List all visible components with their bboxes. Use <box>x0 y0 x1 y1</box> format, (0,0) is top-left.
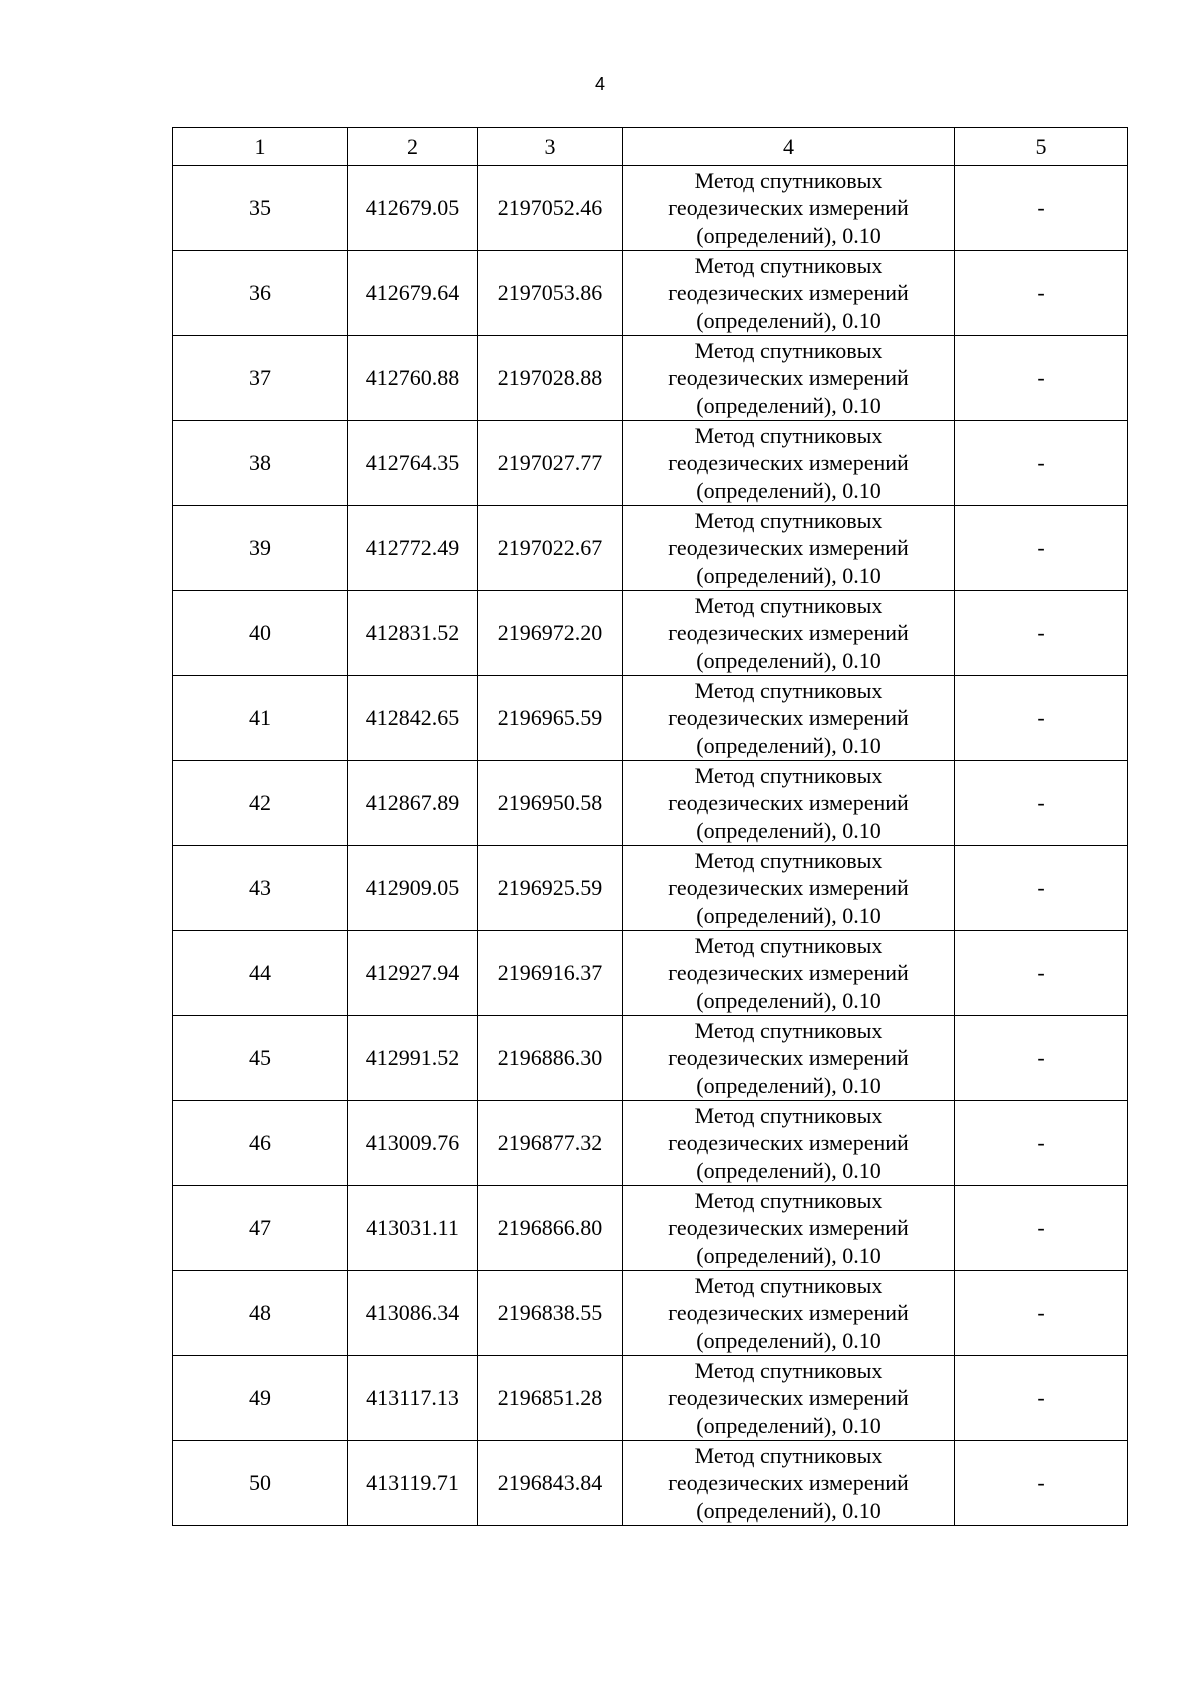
method-line: Метод спутниковых <box>694 1102 883 1128</box>
point-number-cell: 45 <box>173 1016 348 1101</box>
point-number-cell: 37 <box>173 336 348 421</box>
method-line: геодезических измерений <box>668 960 909 986</box>
header-cell-5: 5 <box>955 128 1128 166</box>
point-number-cell: 48 <box>173 1271 348 1356</box>
method-cell <box>623 1271 955 1356</box>
method-line: (определений), 0.10 <box>696 392 881 418</box>
point-number-cell: 38 <box>173 421 348 506</box>
method-line: Метод спутниковых <box>694 1187 883 1213</box>
method-line: Метод спутниковых <box>694 1017 883 1043</box>
method-cell <box>623 251 955 336</box>
x-coordinate-cell: 412679.05 <box>348 166 478 251</box>
y-coordinate-cell: 2196866.80 <box>478 1186 623 1271</box>
method-line: Метод спутниковых <box>694 592 883 618</box>
method-line: геодезических измерений <box>668 620 909 646</box>
method-line: (определений), 0.10 <box>696 987 881 1013</box>
x-coordinate-cell: 412772.49 <box>348 506 478 591</box>
note-cell: - <box>955 1186 1128 1271</box>
method-cell <box>623 591 955 676</box>
table-header-row <box>173 128 1128 166</box>
method-cell <box>623 1441 955 1526</box>
header-cell-4: 4 <box>623 128 955 166</box>
method-line: Метод спутниковых <box>694 252 883 278</box>
note-cell: - <box>955 1271 1128 1356</box>
y-coordinate-cell: 2196877.32 <box>478 1101 623 1186</box>
table-row <box>173 336 1128 421</box>
method-cell <box>623 761 955 846</box>
method-line: геодезических измерений <box>668 875 909 901</box>
method-line: геодезических измерений <box>668 790 909 816</box>
x-coordinate-cell: 412927.94 <box>348 931 478 1016</box>
point-number-cell: 35 <box>173 166 348 251</box>
coordinates-table <box>172 127 1128 1526</box>
header-cell-3: 3 <box>478 128 623 166</box>
method-cell <box>623 421 955 506</box>
y-coordinate-cell: 2196916.37 <box>478 931 623 1016</box>
table-row <box>173 1101 1128 1186</box>
method-line: (определений), 0.10 <box>696 902 881 928</box>
x-coordinate-cell: 412679.64 <box>348 251 478 336</box>
x-coordinate-cell: 413119.71 <box>348 1441 478 1526</box>
point-number-cell: 42 <box>173 761 348 846</box>
note-cell: - <box>955 251 1128 336</box>
table-row <box>173 1441 1128 1526</box>
y-coordinate-cell: 2196838.55 <box>478 1271 623 1356</box>
method-line: геодезических измерений <box>668 1130 909 1156</box>
note-cell: - <box>955 166 1128 251</box>
method-line: геодезических измерений <box>668 1215 909 1241</box>
table-row <box>173 166 1128 251</box>
method-line: Метод спутниковых <box>694 422 883 448</box>
note-cell: - <box>955 1016 1128 1101</box>
note-cell: - <box>955 421 1128 506</box>
y-coordinate-cell: 2196886.30 <box>478 1016 623 1101</box>
method-line: Метод спутниковых <box>694 677 883 703</box>
x-coordinate-cell: 412764.35 <box>348 421 478 506</box>
method-line: (определений), 0.10 <box>696 1497 881 1523</box>
y-coordinate-cell: 2196925.59 <box>478 846 623 931</box>
method-cell <box>623 1101 955 1186</box>
x-coordinate-cell: 412867.89 <box>348 761 478 846</box>
method-line: (определений), 0.10 <box>696 1412 881 1438</box>
table-row <box>173 931 1128 1016</box>
table-row <box>173 421 1128 506</box>
method-line: (определений), 0.10 <box>696 222 881 248</box>
method-line: геодезических измерений <box>668 1470 909 1496</box>
note-cell: - <box>955 1356 1128 1441</box>
x-coordinate-cell: 412909.05 <box>348 846 478 931</box>
method-cell <box>623 166 955 251</box>
method-line: Метод спутниковых <box>694 167 883 193</box>
method-line: геодезических измерений <box>668 365 909 391</box>
x-coordinate-cell: 413031.11 <box>348 1186 478 1271</box>
header-cell-1: 1 <box>173 128 348 166</box>
page-number: 4 <box>594 74 605 94</box>
x-coordinate-cell: 413086.34 <box>348 1271 478 1356</box>
method-cell <box>623 1186 955 1271</box>
table-row <box>173 1356 1128 1441</box>
method-line: геодезических измерений <box>668 450 909 476</box>
method-cell <box>623 1356 955 1441</box>
note-cell: - <box>955 1441 1128 1526</box>
x-coordinate-cell: 412831.52 <box>348 591 478 676</box>
method-cell <box>623 336 955 421</box>
method-line: (определений), 0.10 <box>696 307 881 333</box>
method-line: (определений), 0.10 <box>696 647 881 673</box>
y-coordinate-cell: 2196843.84 <box>478 1441 623 1526</box>
method-line: (определений), 0.10 <box>696 817 881 843</box>
method-line: геодезических измерений <box>668 1385 909 1411</box>
point-number-cell: 36 <box>173 251 348 336</box>
method-line: геодезических измерений <box>668 705 909 731</box>
table-row <box>173 1271 1128 1356</box>
method-line: геодезических измерений <box>668 195 909 221</box>
note-cell: - <box>955 931 1128 1016</box>
method-cell <box>623 846 955 931</box>
method-line: Метод спутниковых <box>694 1442 883 1468</box>
method-line: (определений), 0.10 <box>696 1327 881 1353</box>
y-coordinate-cell: 2196972.20 <box>478 591 623 676</box>
table-row <box>173 846 1128 931</box>
note-cell: - <box>955 591 1128 676</box>
table-row <box>173 676 1128 761</box>
table-row <box>173 1016 1128 1101</box>
method-cell <box>623 676 955 761</box>
point-number-cell: 49 <box>173 1356 348 1441</box>
method-line: (определений), 0.10 <box>696 1072 881 1098</box>
header-cell-2: 2 <box>348 128 478 166</box>
method-line: Метод спутниковых <box>694 1272 883 1298</box>
method-line: (определений), 0.10 <box>696 732 881 758</box>
table-row <box>173 591 1128 676</box>
y-coordinate-cell: 2196950.58 <box>478 761 623 846</box>
method-line: Метод спутниковых <box>694 507 883 533</box>
method-line: Метод спутниковых <box>694 932 883 958</box>
method-line: геодезических измерений <box>668 1300 909 1326</box>
note-cell: - <box>955 676 1128 761</box>
y-coordinate-cell: 2196965.59 <box>478 676 623 761</box>
method-line: геодезических измерений <box>668 1045 909 1071</box>
point-number-cell: 39 <box>173 506 348 591</box>
point-number-cell: 44 <box>173 931 348 1016</box>
note-cell: - <box>955 506 1128 591</box>
y-coordinate-cell: 2196851.28 <box>478 1356 623 1441</box>
x-coordinate-cell: 412760.88 <box>348 336 478 421</box>
table-row <box>173 251 1128 336</box>
y-coordinate-cell: 2197028.88 <box>478 336 623 421</box>
y-coordinate-cell: 2197022.67 <box>478 506 623 591</box>
note-cell: - <box>955 846 1128 931</box>
method-line: Метод спутниковых <box>694 1357 883 1383</box>
x-coordinate-cell: 413009.76 <box>348 1101 478 1186</box>
point-number-cell: 50 <box>173 1441 348 1526</box>
method-line: геодезических измерений <box>668 280 909 306</box>
point-number-cell: 47 <box>173 1186 348 1271</box>
point-number-cell: 41 <box>173 676 348 761</box>
method-line: (определений), 0.10 <box>696 477 881 503</box>
point-number-cell: 40 <box>173 591 348 676</box>
method-line: Метод спутниковых <box>694 337 883 363</box>
method-line: (определений), 0.10 <box>696 1242 881 1268</box>
note-cell: - <box>955 336 1128 421</box>
x-coordinate-cell: 412991.52 <box>348 1016 478 1101</box>
method-line: (определений), 0.10 <box>696 562 881 588</box>
x-coordinate-cell: 412842.65 <box>348 676 478 761</box>
method-cell <box>623 931 955 1016</box>
point-number-cell: 43 <box>173 846 348 931</box>
table-row <box>173 761 1128 846</box>
point-number-cell: 46 <box>173 1101 348 1186</box>
method-cell <box>623 506 955 591</box>
x-coordinate-cell: 413117.13 <box>348 1356 478 1441</box>
table-row <box>173 506 1128 591</box>
y-coordinate-cell: 2197053.86 <box>478 251 623 336</box>
method-cell <box>623 1016 955 1101</box>
y-coordinate-cell: 2197027.77 <box>478 421 623 506</box>
method-line: (определений), 0.10 <box>696 1157 881 1183</box>
note-cell: - <box>955 761 1128 846</box>
table-row <box>173 1186 1128 1271</box>
method-line: Метод спутниковых <box>694 847 883 873</box>
method-line: Метод спутниковых <box>694 762 883 788</box>
method-line: геодезических измерений <box>668 535 909 561</box>
y-coordinate-cell: 2197052.46 <box>478 166 623 251</box>
note-cell: - <box>955 1101 1128 1186</box>
